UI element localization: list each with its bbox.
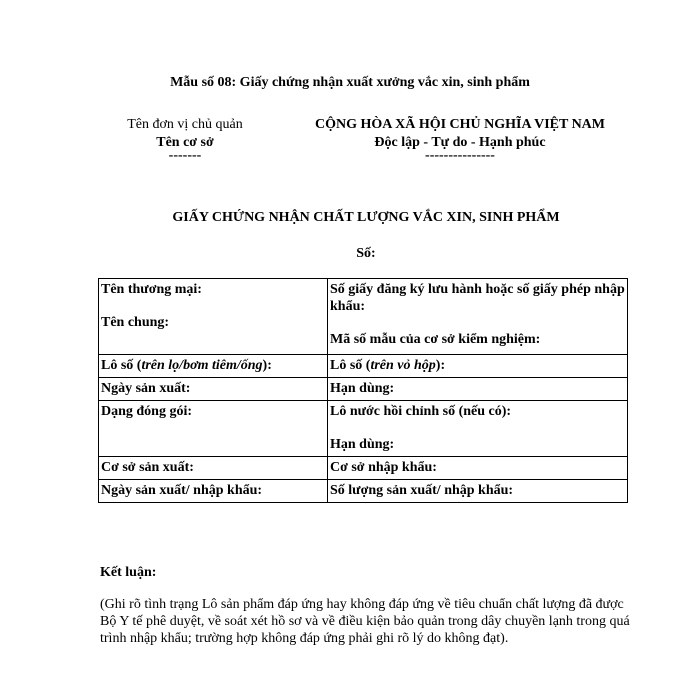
table-cell: [328, 355, 628, 378]
diluent-expiry-field: Hạn dùng:: [330, 437, 395, 452]
table-cell: [328, 401, 628, 457]
table-row: [99, 279, 628, 355]
form-code-title: Mẫu số 08: Giấy chứng nhận xuất xưởng vắc xin, sinh phẩm: [170, 75, 530, 90]
table-row: [99, 401, 628, 457]
manufacture-date-field: Ngày sản xuất:: [101, 381, 191, 396]
facility-name-label: Tên cơ sở: [156, 135, 214, 150]
vaccine-info-table: [98, 278, 628, 503]
conclusion-note: (Ghi rõ tình trạng Lô sản phẩm đáp ứng hay không đáp ứng về tiêu chuẩn chất lượng đã được Bộ Y tế phê duyệt, về soát xét hồ sơ và về điều kiện bảo quản trong dây chuyền lạnh trong quá trình nhập khẩu; trường hợp không đáp ứng phải ghi rõ lý do không đạt).: [100, 597, 630, 646]
table-cell: [99, 457, 328, 480]
national-motto: Độc lập - Tự do - Hạnh phúc: [374, 135, 546, 150]
registration-number-field: Số giấy đăng ký lưu hành hoặc số giấy phép nhập khẩu:: [330, 282, 625, 314]
table-cell: [328, 279, 628, 355]
packaging-form-field: Dạng đóng gói:: [101, 404, 193, 419]
table-cell: [99, 279, 328, 355]
diluent-lot-field: Lô nước hồi chỉnh số (nếu có):: [330, 404, 512, 419]
table-cell: [328, 480, 628, 503]
table-cell: [99, 401, 328, 457]
table-cell: [328, 457, 628, 480]
lot-box-field: Lô số (trên vỏ hộp):: [330, 358, 446, 373]
left-header-dashes: -------: [168, 148, 202, 163]
manufacture-import-date-field: Ngày sản xuất/ nhập khẩu:: [101, 483, 263, 498]
national-title: CỘNG HÒA XÃ HỘI CHỦ NGHĨA VIỆT NAM: [314, 117, 605, 132]
table-row: [99, 355, 628, 378]
table-cell: [328, 378, 628, 401]
lot-vial-field: Lô số (trên lọ/bơm tiêm/ống):: [101, 358, 272, 373]
importer-field: Cơ sở nhập khẩu:: [330, 460, 437, 475]
sample-code-field: Mã số mẫu của cơ sở kiểm nghiệm:: [330, 332, 541, 347]
trade-name-field: Tên thương mại:: [101, 282, 202, 297]
expiry-date-field: Hạn dùng:: [330, 381, 395, 396]
table-cell: [99, 378, 328, 401]
conclusion-label: Kết luận:: [100, 565, 157, 580]
document-title: GIẤY CHỨNG NHẬN CHẤT LƯỢNG VẮC XIN, SINH PHẨM: [172, 210, 560, 225]
right-header-dashes: ---------------: [425, 148, 495, 163]
table-cell: [99, 480, 328, 503]
table-row: [99, 480, 628, 503]
common-name-field: Tên chung:: [101, 315, 170, 330]
manufacturer-field: Cơ sở sản xuất:: [101, 460, 194, 475]
table-cell: [99, 355, 328, 378]
parent-agency-label: Tên đơn vị chủ quản: [127, 117, 243, 132]
document-number-label: Số:: [356, 246, 376, 261]
table-row: [99, 378, 628, 401]
quantity-field: Số lượng sản xuất/ nhập khẩu:: [330, 483, 514, 498]
table-row: [99, 457, 628, 480]
